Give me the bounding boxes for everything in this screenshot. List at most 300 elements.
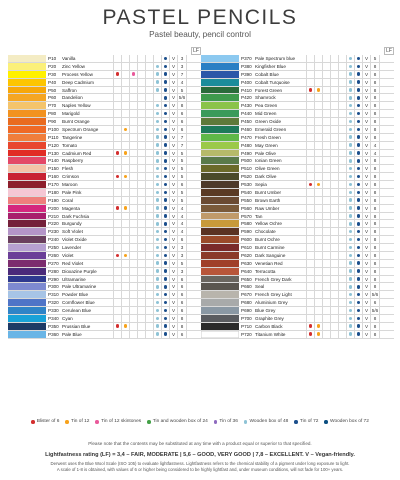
legend-dot [244, 420, 248, 424]
set-cell [113, 150, 121, 157]
set-cell [322, 299, 330, 306]
set-cell [306, 63, 314, 70]
set-cell [338, 55, 346, 62]
set-cell [322, 205, 330, 212]
vegan-mark: V [362, 126, 370, 133]
set-cell [322, 252, 330, 259]
color-swatch [201, 173, 239, 180]
set-cell [153, 79, 161, 86]
set-cell [153, 102, 161, 109]
pencil-label: Zinc Yellow [62, 63, 85, 69]
pencil-code: P300 [48, 284, 59, 290]
color-swatch [8, 165, 46, 172]
set-cell [145, 110, 153, 117]
set-cell [306, 173, 314, 180]
lf-rating: 8 [370, 165, 380, 172]
set-cell [145, 79, 153, 86]
color-swatch [8, 79, 46, 86]
table-row [8, 165, 201, 173]
set-cell [161, 87, 169, 94]
set-dot [349, 191, 353, 195]
set-cell [346, 63, 354, 70]
pencil-name [46, 94, 113, 101]
set-cell [314, 189, 322, 196]
set-cell [145, 323, 153, 330]
set-cell [338, 331, 346, 338]
set-cell [330, 142, 338, 149]
set-cell [306, 236, 314, 243]
set-cell [354, 228, 362, 235]
set-dot [357, 159, 361, 163]
pencil-code: P340 [48, 315, 59, 321]
set-cell [346, 244, 354, 251]
set-cell [145, 142, 153, 149]
color-swatch [8, 150, 46, 157]
pencil-code: P70 [48, 103, 57, 109]
set-dot [164, 143, 168, 147]
pencil-label: Burnt Orange [62, 119, 90, 124]
set-dot [156, 104, 160, 108]
set-cell [338, 205, 346, 212]
set-cell [153, 299, 161, 306]
set-dot [349, 135, 353, 139]
set-dot [156, 135, 160, 139]
set-dot [357, 183, 361, 187]
set-cell [330, 126, 338, 133]
pencil-label: Fresh Green [255, 134, 281, 140]
pencil-name [46, 244, 113, 251]
vegan-mark: V [362, 157, 370, 164]
pencil-name [46, 197, 113, 204]
color-swatch [201, 213, 239, 220]
table-row [8, 299, 201, 307]
lf-rating: 4 [370, 142, 380, 149]
color-swatch [201, 268, 239, 275]
set-cell [346, 197, 354, 204]
set-cell [330, 150, 338, 157]
set-cell [137, 197, 145, 204]
set-cell [314, 157, 322, 164]
set-cell [346, 323, 354, 330]
lf-rating: 5 [177, 150, 187, 157]
set-cell [121, 102, 129, 109]
set-dot [357, 309, 361, 313]
set-cell [346, 134, 354, 141]
set-cell [354, 276, 362, 283]
set-cell [338, 79, 346, 86]
set-cell [314, 205, 322, 212]
color-swatch [201, 331, 239, 338]
set-cell [153, 205, 161, 212]
set-cell [322, 220, 330, 227]
set-cell [314, 150, 322, 157]
table-row [8, 126, 201, 134]
color-swatch [201, 205, 239, 212]
pencil-label: Dandelion [62, 95, 83, 101]
color-swatch [8, 189, 46, 196]
set-cell [306, 315, 314, 322]
table-row [8, 315, 201, 323]
set-cell [314, 110, 322, 117]
table-row [201, 55, 394, 63]
pencil-name [46, 252, 113, 259]
set-cell [137, 118, 145, 125]
set-cell [322, 181, 330, 188]
table-row [8, 283, 201, 291]
set-cell [314, 79, 322, 86]
set-dot [164, 183, 168, 187]
set-cell [322, 87, 330, 94]
set-dot [164, 254, 168, 258]
pencil-name [239, 213, 306, 220]
pencil-name [239, 71, 306, 78]
set-cell [354, 63, 362, 70]
pencil-code: P530 [241, 182, 252, 187]
set-cell [346, 276, 354, 283]
set-cell [121, 87, 129, 94]
color-swatch [8, 118, 46, 125]
set-cell [113, 189, 121, 196]
vegan-mark: V [362, 323, 370, 330]
set-cell [137, 165, 145, 172]
color-swatch [201, 260, 239, 267]
set-cell [137, 63, 145, 70]
set-cell [338, 236, 346, 243]
lf-rating: 8 [370, 87, 380, 94]
set-dot [349, 254, 353, 258]
set-cell [121, 165, 129, 172]
set-dot [349, 120, 353, 124]
set-cell [113, 252, 121, 259]
set-cell [129, 197, 137, 204]
pencil-code: P210 [48, 213, 59, 219]
legend [0, 418, 400, 426]
set-cell [346, 252, 354, 259]
set-cell [306, 126, 314, 133]
pencil-label: Tan [255, 213, 263, 219]
set-cell [113, 102, 121, 109]
vegan-mark: V [169, 110, 177, 117]
set-cell [314, 260, 322, 267]
table-row [201, 157, 394, 165]
set-dot [156, 175, 160, 179]
lf-rating: 5/6 [371, 292, 379, 298]
pencil-code: P380 [241, 63, 252, 69]
color-swatch [8, 63, 46, 70]
color-swatch [8, 307, 46, 314]
pencil-name [239, 228, 306, 235]
pencil-label: Pale Ultramarine [62, 284, 97, 290]
set-cell [121, 110, 129, 117]
legend-dot [147, 420, 151, 424]
lf-rating: 8 [370, 79, 380, 86]
pencil-name [239, 205, 306, 212]
set-cell [161, 110, 169, 117]
lf-rating: 8 [370, 110, 380, 117]
set-dot [164, 332, 168, 336]
pencil-name [46, 63, 113, 70]
table-row [201, 142, 394, 150]
set-cell [161, 197, 169, 204]
set-dot [357, 135, 361, 139]
pencil-code: P590 [241, 229, 252, 235]
set-cell [322, 276, 330, 283]
pencil-code: P220 [48, 221, 59, 227]
set-cell [137, 173, 145, 180]
set-cell [153, 63, 161, 70]
set-cell [330, 220, 338, 227]
set-dot [116, 72, 120, 76]
set-cell [338, 94, 346, 101]
vegan-mark: V [169, 134, 177, 141]
set-cell [161, 236, 169, 243]
set-cell [354, 181, 362, 188]
set-cell [153, 213, 161, 220]
pencil-label: Process Yellow [62, 71, 93, 77]
set-cell [129, 189, 137, 196]
table-row [8, 173, 201, 181]
set-dot [349, 159, 353, 163]
set-cell [322, 268, 330, 275]
pencil-code: P190 [48, 197, 59, 203]
table-row [8, 268, 201, 276]
pencil-code: P720 [241, 331, 252, 337]
set-dot [116, 175, 120, 179]
vegan-mark: V [169, 173, 177, 180]
set-cell [137, 110, 145, 117]
set-cell [113, 157, 121, 164]
pencil-name [46, 228, 113, 235]
set-dot [357, 238, 361, 242]
legend-label: Tin of 12 skintones [101, 419, 142, 424]
set-cell [346, 260, 354, 267]
set-dot [357, 301, 361, 305]
vegan-mark: V [169, 87, 177, 94]
set-cell [153, 260, 161, 267]
set-cell [330, 252, 338, 259]
table-row [201, 236, 394, 244]
set-cell [314, 197, 322, 204]
set-dot [156, 230, 160, 234]
set-cell [129, 252, 137, 259]
set-dot [156, 309, 160, 313]
vegan-mark: V [169, 63, 177, 70]
set-cell [322, 126, 330, 133]
set-cell [153, 252, 161, 259]
set-cell [153, 283, 161, 290]
pencil-label: Powder Blue [62, 292, 89, 298]
lf-rating: 4 [177, 228, 187, 235]
table-row [8, 157, 201, 165]
lf-rating: 8 [370, 63, 380, 70]
pencil-name [239, 118, 306, 125]
set-cell [121, 94, 129, 101]
set-cell [338, 63, 346, 70]
set-cell [338, 189, 346, 196]
set-cell [322, 283, 330, 290]
table-row [8, 244, 201, 252]
table-row [8, 220, 201, 228]
set-cell [145, 220, 153, 227]
pencil-name [239, 87, 306, 94]
set-cell [306, 228, 314, 235]
pencil-code: P460 [241, 126, 252, 132]
set-cell [129, 299, 137, 306]
set-cell [129, 110, 137, 117]
fineprint-2: A scale of 1-8 is obtained, with values of 6 or higher being considered to be highly lightfast and, under museum conditions, will not fade for 100+ years. [56, 467, 344, 472]
pencil-label: Emerald Green [255, 126, 287, 132]
pencil-code: P680 [241, 300, 252, 306]
set-cell [145, 71, 153, 78]
table-row [8, 71, 201, 79]
set-cell [145, 87, 153, 94]
table-row [201, 110, 394, 118]
legend-dot [294, 420, 298, 424]
set-cell [137, 134, 145, 141]
set-cell [153, 331, 161, 338]
pencil-label: Sepia [255, 182, 267, 187]
set-cell [346, 189, 354, 196]
set-cell [322, 197, 330, 204]
table-row [201, 213, 394, 221]
set-dot [124, 254, 128, 258]
pencil-name [46, 110, 113, 117]
set-cell [322, 118, 330, 125]
set-cell [161, 94, 169, 101]
pencil-name [46, 307, 113, 314]
vegan-mark: V [362, 55, 370, 62]
color-swatch [201, 102, 239, 109]
pencil-name [46, 291, 113, 298]
lf-rating: 6 [370, 299, 380, 306]
set-cell [153, 228, 161, 235]
pencil-name [46, 189, 113, 196]
vegan-mark: V [169, 79, 177, 86]
set-dot [349, 238, 353, 242]
lf-rating: 4 [370, 150, 380, 157]
set-cell [121, 268, 129, 275]
set-cell [161, 213, 169, 220]
set-cell [161, 134, 169, 141]
set-cell [330, 197, 338, 204]
color-swatch [8, 173, 46, 180]
set-cell [137, 252, 145, 259]
set-dot [164, 198, 168, 202]
lf-rating: 6 [177, 118, 187, 125]
lf-rating: 8 [370, 220, 380, 227]
set-dot [357, 112, 361, 116]
set-cell [153, 323, 161, 330]
set-cell [161, 323, 169, 330]
set-dot [349, 261, 353, 265]
set-cell [322, 94, 330, 101]
page-title: PASTEL PENCILS [102, 6, 298, 29]
set-cell [322, 213, 330, 220]
pencil-code: P470 [241, 134, 252, 140]
set-dot [317, 324, 321, 328]
pencil-label: Cyan [62, 315, 73, 321]
set-cell [145, 315, 153, 322]
set-cell [161, 205, 169, 212]
color-swatch [201, 228, 239, 235]
lf-rating: 4 [177, 213, 187, 220]
color-swatch [201, 244, 239, 251]
lf-rating: 8 [370, 197, 380, 204]
set-cell [121, 134, 129, 141]
set-cell [354, 331, 362, 338]
set-cell [330, 260, 338, 267]
color-swatch [201, 323, 239, 330]
lf-rating: 6 [177, 299, 187, 306]
set-cell [121, 118, 129, 125]
pencil-label: Olive Green [255, 166, 280, 172]
set-cell [330, 94, 338, 101]
set-cell [113, 268, 121, 275]
set-cell [161, 55, 169, 62]
set-dot [309, 183, 313, 187]
color-table-right [201, 47, 394, 339]
set-cell [129, 323, 137, 330]
set-cell [113, 299, 121, 306]
pencil-name [239, 189, 306, 196]
vegan-mark: V [362, 94, 370, 101]
lf-rating: 8 [370, 118, 380, 125]
pencil-name [239, 283, 306, 290]
set-dot [349, 72, 353, 76]
vegan-mark: V [169, 165, 177, 172]
set-cell [153, 276, 161, 283]
set-cell [129, 260, 137, 267]
set-cell [314, 173, 322, 180]
pencil-code: P700 [241, 315, 252, 321]
set-dot [164, 151, 168, 155]
set-dot [349, 128, 353, 132]
pencil-code: P160 [48, 174, 59, 180]
table-row [201, 205, 394, 213]
lf-header: LF [384, 47, 394, 55]
lf-rating: 8 [177, 315, 187, 322]
pencil-label: Maroon [62, 182, 78, 187]
set-cell [121, 323, 129, 330]
pencil-label: Cornflower Blue [62, 300, 95, 306]
table-row [201, 220, 394, 228]
pencil-code: P400 [241, 79, 252, 85]
vegan-mark: V [362, 173, 370, 180]
set-dot [357, 293, 361, 297]
pencil-label: Soft Violet [62, 229, 83, 235]
set-cell [354, 150, 362, 157]
table-row [201, 63, 394, 71]
set-cell [129, 79, 137, 86]
table-row [201, 79, 394, 87]
pencil-name [46, 181, 113, 188]
table-row [8, 181, 201, 189]
lf-rating: 8 [370, 173, 380, 180]
lf-rating: 8 [370, 134, 380, 141]
set-cell [129, 87, 137, 94]
table-row [8, 87, 201, 95]
set-dot [156, 214, 160, 218]
set-dot [357, 88, 361, 92]
set-cell [346, 181, 354, 188]
pencil-name [46, 331, 113, 338]
vegan-mark: V [362, 213, 370, 220]
set-cell [153, 118, 161, 125]
lf-rating: 8 [370, 71, 380, 78]
set-cell [354, 291, 362, 298]
vegan-mark: V [169, 126, 177, 133]
set-dot [164, 285, 168, 289]
